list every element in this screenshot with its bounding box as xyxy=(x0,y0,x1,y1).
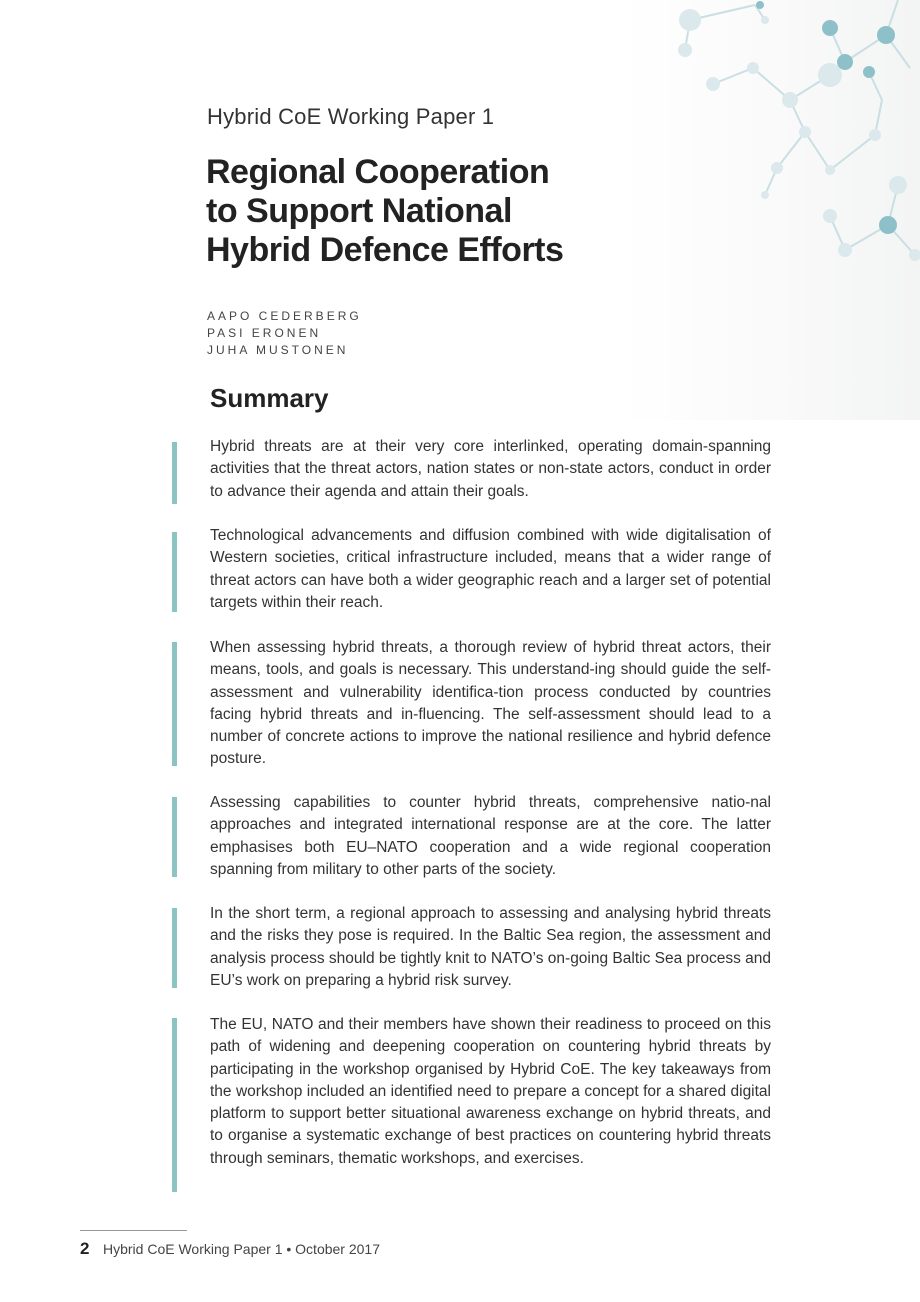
paragraph-accent-bar xyxy=(172,797,177,877)
summary-paragraph: The EU, NATO and their members have shown their readiness to proceed on this path of widening and deepening cooperation on countering hybrid threats by participating in the workshop organised by Hybrid CoE. The key takeaways from the workshop included an identified need to prepare a concept for a shared digital platform to support better situational awareness exchange on hybrid threats, and to organise a systematic exchange of best practices on countering hybrid threats through seminars, thematic workshops, and exercises. xyxy=(210,1016,771,1167)
author-list xyxy=(207,308,362,359)
paper-title-line: to Support National xyxy=(206,192,512,230)
paragraph-accent-bar xyxy=(172,442,177,504)
footer-running-title: Hybrid CoE Working Paper 1 • October 2017 xyxy=(103,1241,380,1257)
page-number: 2 xyxy=(80,1239,90,1258)
paragraph-accent-bar xyxy=(172,908,177,988)
footer-divider xyxy=(80,1230,187,1231)
paragraph-accent-bar xyxy=(172,1018,177,1192)
summary-paragraph: Hybrid threats are at their very core interlinked, operating domain-spanning activities that the threat actors, nation states or non-state actors, conduct in order to advance their agenda and attain their goals. xyxy=(210,438,771,500)
paper-title-line: Hybrid Defence Efforts xyxy=(206,231,564,269)
paper-title xyxy=(206,153,626,270)
summary-paragraph: Assessing capabilities to counter hybrid threats, comprehensive natio-nal approaches and integrated international response are at the core. The latter emphasises both EU–NATO cooperation and a wide regional cooperation spanning from military to other parts of the society. xyxy=(210,794,771,878)
molecule-network-graphic xyxy=(660,0,920,280)
author-name: PASI ERONEN xyxy=(207,326,322,340)
paragraph-accent-bar xyxy=(172,532,177,612)
summary-paragraph: In the short term, a regional approach to assessing and analysing hybrid threats and the risks they pose is required. In the Baltic Sea region, the assessment and analysis process should be tightly knit to NATO’s on-going Baltic Sea process and EU’s work on preparing a hybrid risk survey. xyxy=(210,905,771,989)
paragraph-accent-bar xyxy=(172,642,177,766)
paper-title-line: Regional Cooperation xyxy=(206,153,550,191)
summary-paragraph: When assessing hybrid threats, a thorough review of hybrid threat actors, their means, tools, and goals is necessary. This understand-ing should guide the self-assessment and vulnerability identifica-tion process conducted by countries facing hybrid threats and in-fluencing. The self-assessment should lead to a number of concrete actions to improve the national resilience and hybrid defence posture. xyxy=(210,639,771,768)
series-label: Hybrid CoE Working Paper 1 xyxy=(207,104,495,129)
summary-heading: Summary xyxy=(210,383,329,413)
summary-paragraph: Technological advancements and diffusion combined with wide digitalisation of Western societies, critical infrastructure included, means that a wider range of threat actors can have both a wider geographic reach and a larger set of potential targets within their reach. xyxy=(210,527,771,611)
author-name: AAPO CEDERBERG xyxy=(207,309,362,323)
author-name: JUHA MUSTONEN xyxy=(207,343,349,357)
